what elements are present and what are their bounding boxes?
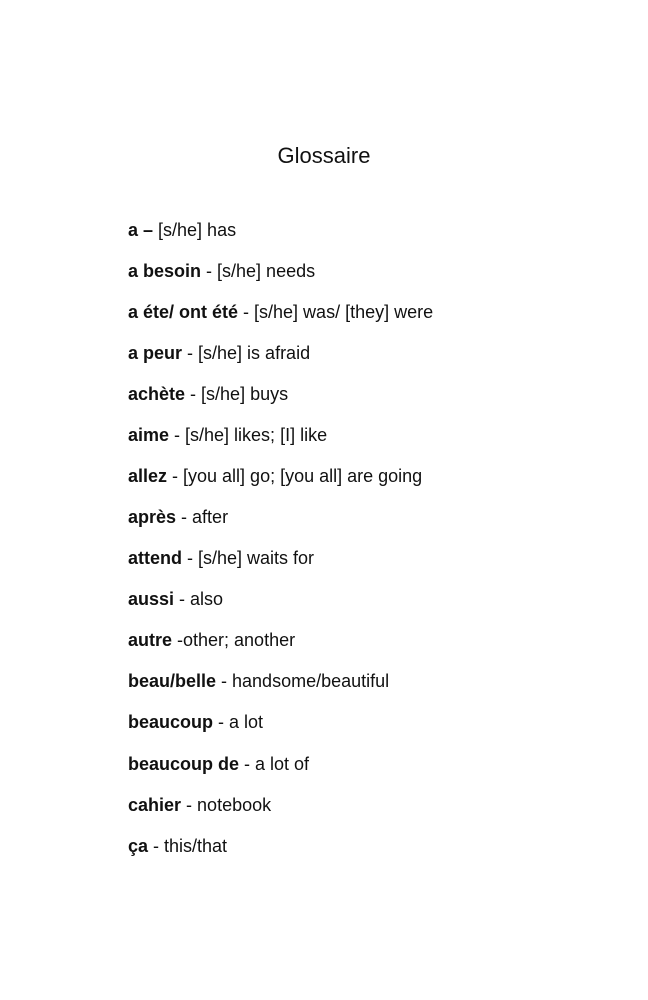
glossary-term: attend xyxy=(128,548,182,568)
glossary-entry xyxy=(128,300,433,341)
page-title: Glossaire xyxy=(277,142,371,168)
glossary-term: a éte/ ont été xyxy=(128,302,239,322)
glossary-entry xyxy=(128,259,433,300)
glossary-entry xyxy=(128,669,433,710)
glossary-definition: - [you all] go; [you all] are going xyxy=(167,466,423,486)
glossary-term: allez xyxy=(128,466,168,486)
glossary-term: autre xyxy=(128,630,173,650)
glossary-term: aime xyxy=(128,425,170,445)
glossary-term: achète xyxy=(128,384,186,404)
glossary-term: beau/belle xyxy=(128,671,217,691)
glossary-entry xyxy=(128,341,433,382)
glossary-definition: - after xyxy=(176,507,229,527)
glossary-term: ça xyxy=(128,836,149,856)
glossary-entry xyxy=(128,382,433,423)
glossary-term: a besoin xyxy=(128,261,202,281)
glossary-term: aussi xyxy=(128,589,175,609)
glossary-term: a peur xyxy=(128,343,183,363)
glossary-definition: - [s/he] was/ [they] were xyxy=(238,302,434,322)
glossary-definition: - [s/he] is afraid xyxy=(182,343,311,363)
glossary-entry xyxy=(128,218,433,259)
glossary-definition: - notebook xyxy=(181,795,272,815)
glossary-entry xyxy=(128,752,433,793)
glossary-entry xyxy=(128,546,433,587)
glossary-list xyxy=(128,218,433,875)
glossary-entry xyxy=(128,464,433,505)
glossary-entry xyxy=(128,587,433,628)
glossary-definition: - handsome/beautiful xyxy=(216,671,390,691)
glossary-term: cahier xyxy=(128,795,182,815)
glossary-term: a – xyxy=(128,220,154,240)
glossary-entry xyxy=(128,793,433,834)
glossary-term: après xyxy=(128,507,177,527)
glossary-entry xyxy=(128,505,433,546)
glossary-definition: - also xyxy=(174,589,224,609)
glossary-definition: - [s/he] needs xyxy=(201,261,316,281)
glossary-entry xyxy=(128,834,433,875)
glossary-definition: - a lot xyxy=(213,712,264,732)
glossary-term: beaucoup xyxy=(128,712,214,732)
glossary-definition: [s/he] has xyxy=(153,220,237,240)
glossary-definition: - [s/he] likes; [I] like xyxy=(169,425,328,445)
glossary-entry xyxy=(128,423,433,464)
glossary-definition: -other; another xyxy=(172,630,296,650)
glossary-entry xyxy=(128,710,433,752)
glossary-definition: - a lot of xyxy=(239,754,310,774)
glossary-definition: - [s/he] buys xyxy=(185,384,289,404)
glossary-entry xyxy=(128,628,433,669)
glossary-definition: - [s/he] waits for xyxy=(182,548,315,568)
glossary-definition: - this/that xyxy=(148,836,228,856)
glossary-term: beaucoup de xyxy=(128,754,240,774)
